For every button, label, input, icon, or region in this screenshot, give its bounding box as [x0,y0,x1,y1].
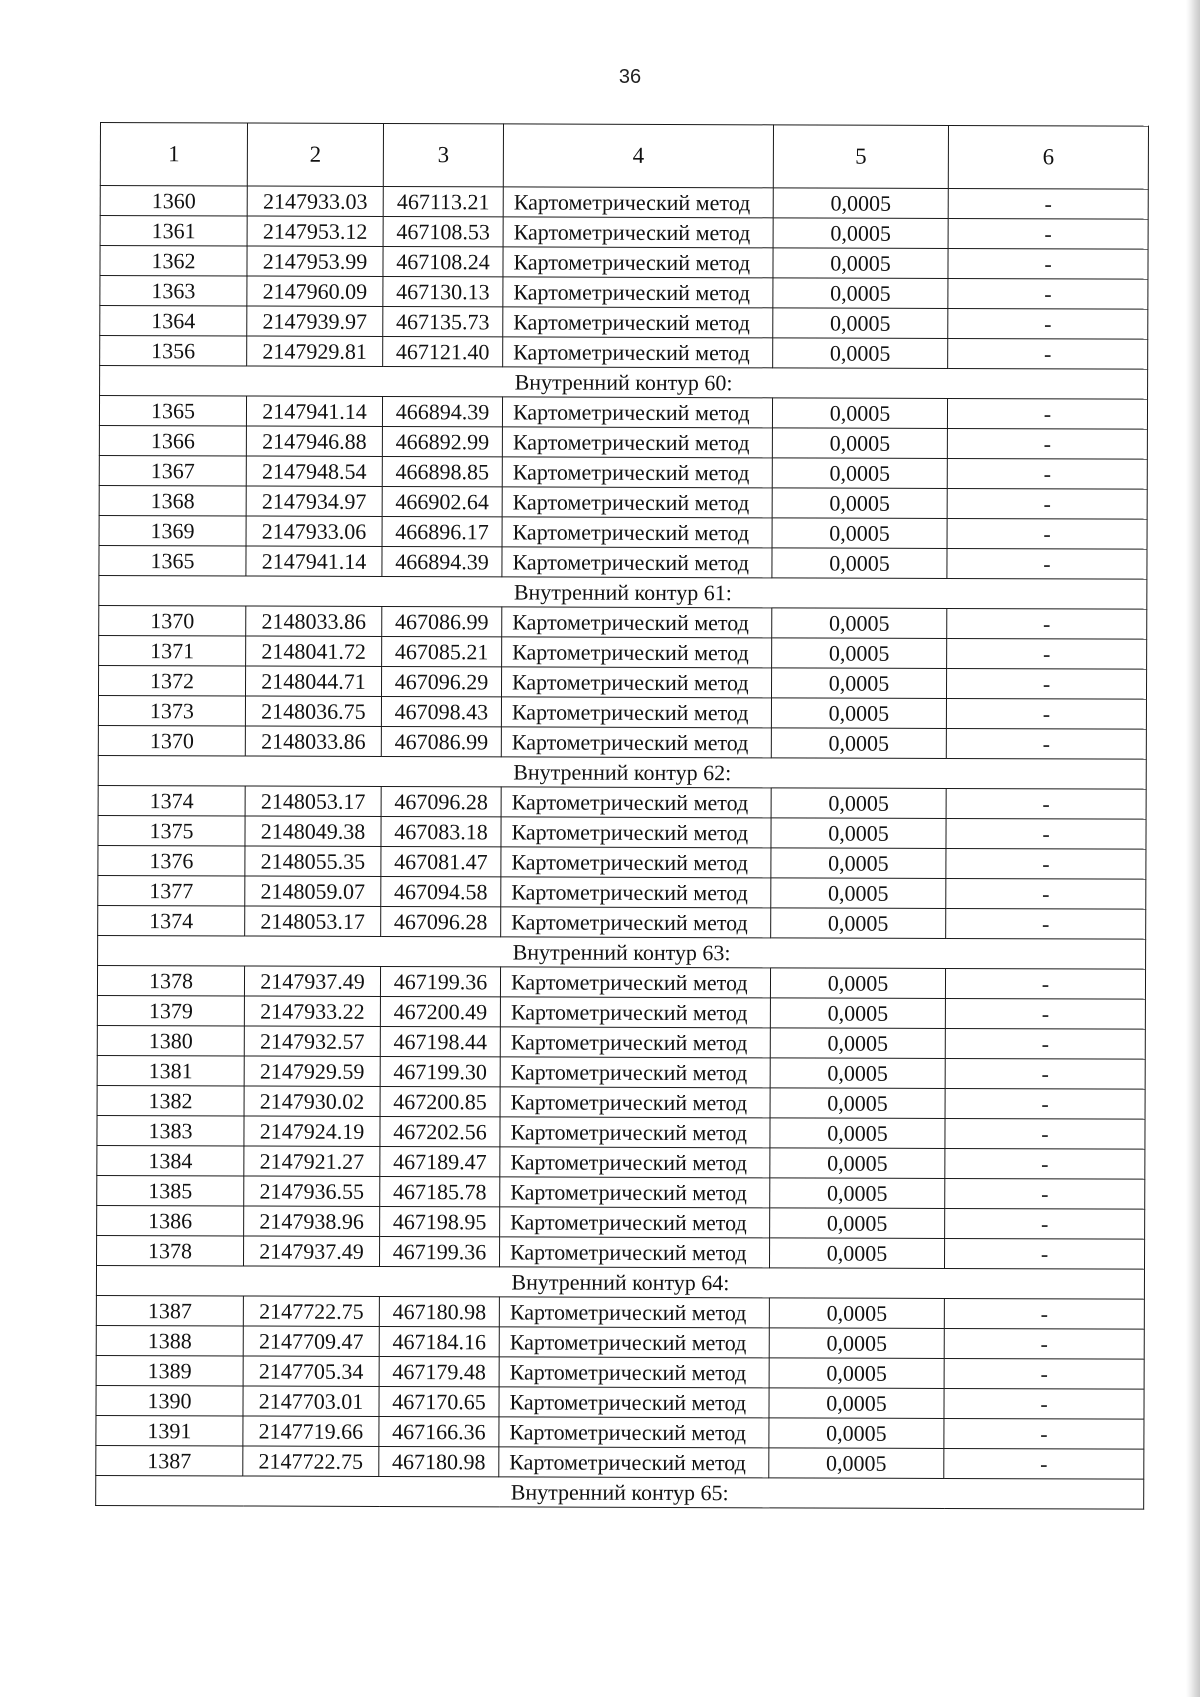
y-coordinate-cell: 467096.28 [381,906,501,936]
table-row [99,515,1147,549]
accuracy-cell: 0,0005 [771,728,946,759]
point-number-cell: 1370 [98,725,245,756]
note-cell: - [947,488,1147,519]
x-coordinate-cell: 2147946.88 [246,426,382,456]
point-number-cell: 1387 [96,1445,243,1476]
method-cell: Картометрический метод [503,277,773,308]
y-coordinate-cell: 467108.24 [383,246,503,276]
table-row [100,276,1148,310]
method-cell: Картометрический метод [499,1447,769,1478]
point-number-cell: 1375 [98,815,245,846]
method-cell: Картометрический метод [502,637,772,668]
x-coordinate-cell: 2147929.81 [247,336,383,366]
accuracy-cell: 0,0005 [770,1118,945,1149]
x-coordinate-cell: 2147938.96 [244,1206,380,1236]
accuracy-cell: 0,0005 [771,788,946,819]
accuracy-cell: 0,0005 [770,1208,945,1239]
note-cell: - [948,308,1148,339]
table-row [97,995,1145,1029]
note-cell: - [946,908,1146,939]
point-number-cell: 1380 [97,1025,244,1056]
y-coordinate-cell: 467130.13 [383,276,503,306]
note-cell: - [947,428,1147,459]
method-cell: Картометрический метод [501,877,771,908]
y-coordinate-cell: 467199.36 [380,1236,500,1266]
point-number-cell: 1387 [96,1295,243,1326]
point-number-cell: 1374 [98,905,245,936]
header-cell: 5 [773,125,948,189]
accuracy-cell: 0,0005 [770,1148,945,1179]
header-cell: 2 [247,123,383,186]
method-cell: Картометрический метод [501,847,771,878]
x-coordinate-cell: 2147948.54 [246,456,382,486]
y-coordinate-cell: 467166.36 [379,1416,499,1446]
method-cell: Картометрический метод [502,397,772,428]
point-number-cell: 1374 [98,785,245,816]
table-header-row [100,123,1148,190]
scan-edge-shadow [1186,0,1200,1697]
x-coordinate-cell: 2148059.07 [245,876,381,906]
method-cell: Картометрический метод [500,1177,770,1208]
note-cell: - [945,1058,1145,1089]
note-cell: - [945,1208,1145,1239]
section-title: Внутренний контур 63: [98,935,1146,969]
accuracy-cell: 0,0005 [773,338,948,369]
accuracy-cell: 0,0005 [771,848,946,879]
section-title: Внутренний контур 60: [100,366,1148,400]
x-coordinate-cell: 2147941.14 [246,546,382,576]
accuracy-cell: 0,0005 [769,1298,944,1329]
note-cell: - [946,728,1146,759]
accuracy-cell: 0,0005 [769,1328,944,1359]
note-cell: - [947,518,1147,549]
x-coordinate-cell: 2148055.35 [245,846,381,876]
section-row [100,366,1148,400]
y-coordinate-cell: 467094.58 [381,876,501,906]
note-cell: - [948,218,1148,249]
accuracy-cell: 0,0005 [769,1448,944,1479]
note-cell: - [946,788,1146,819]
accuracy-cell: 0,0005 [772,428,947,459]
point-number-cell: 1366 [99,425,246,456]
point-number-cell: 1391 [96,1415,243,1446]
point-number-cell: 1356 [100,336,247,367]
note-cell: - [947,638,1147,669]
method-cell: Картометрический метод [503,217,773,248]
y-coordinate-cell: 467202.56 [380,1116,500,1146]
note-cell: - [948,248,1148,279]
section-row [99,575,1147,609]
y-coordinate-cell: 466894.39 [382,396,502,426]
table-row [100,306,1148,340]
point-number-cell: 1363 [100,276,247,307]
note-cell: - [944,1418,1144,1449]
point-number-cell: 1367 [99,455,246,486]
note-cell: - [945,1118,1145,1149]
note-cell: - [945,998,1145,1029]
table-row [98,875,1146,909]
y-coordinate-cell: 467198.44 [380,1026,500,1056]
y-coordinate-cell: 467179.48 [379,1356,499,1386]
accuracy-cell: 0,0005 [772,458,947,489]
table-row [98,785,1146,819]
accuracy-cell: 0,0005 [770,1088,945,1119]
method-cell: Картометрический метод [499,1387,769,1418]
note-cell: - [945,1088,1145,1119]
note-cell: - [947,398,1147,429]
x-coordinate-cell: 2147722.75 [243,1446,379,1476]
accuracy-cell: 0,0005 [772,398,947,429]
note-cell: - [945,1178,1145,1209]
note-cell: - [948,188,1148,219]
method-cell: Картометрический метод [501,727,771,758]
table-row [97,1055,1145,1089]
table-row [98,665,1146,699]
header-cell: 6 [948,125,1148,189]
y-coordinate-cell: 466894.39 [382,546,502,576]
coordinates-table [95,122,1149,1510]
header-cell: 1 [100,123,247,187]
method-cell: Картометрический метод [503,307,773,338]
note-cell: - [946,878,1146,909]
method-cell: Картометрический метод [502,487,772,518]
table-row [96,1385,1144,1419]
x-coordinate-cell: 2147953.99 [247,246,383,276]
accuracy-cell: 0,0005 [770,1058,945,1089]
note-cell: - [947,458,1147,489]
accuracy-cell: 0,0005 [772,548,947,579]
accuracy-cell: 0,0005 [773,248,948,279]
y-coordinate-cell: 467199.30 [380,1056,500,1086]
x-coordinate-cell: 2147933.03 [247,186,383,216]
table-row [100,246,1148,280]
y-coordinate-cell: 467113.21 [383,186,503,216]
y-coordinate-cell: 467170.65 [379,1386,499,1416]
point-number-cell: 1370 [99,605,246,636]
accuracy-cell: 0,0005 [773,308,948,339]
y-coordinate-cell: 466902.64 [382,486,502,516]
y-coordinate-cell: 467121.40 [383,336,503,366]
table-row [99,485,1147,519]
note-cell: - [948,278,1148,309]
point-number-cell: 1381 [97,1055,244,1086]
y-coordinate-cell: 467185.78 [380,1176,500,1206]
x-coordinate-cell: 2147937.49 [244,966,380,996]
table-row [97,1025,1145,1059]
accuracy-cell: 0,0005 [772,488,947,519]
point-number-cell: 1390 [96,1385,243,1416]
x-coordinate-cell: 2147921.27 [244,1146,380,1176]
table-row [99,455,1147,489]
note-cell: - [945,1148,1145,1179]
accuracy-cell: 0,0005 [769,1388,944,1419]
method-cell: Картометрический метод [500,1057,770,1088]
section-row [96,1265,1144,1299]
point-number-cell: 1378 [97,965,244,996]
accuracy-cell: 0,0005 [772,608,947,639]
accuracy-cell: 0,0005 [769,1418,944,1449]
table-row [98,725,1146,759]
method-cell: Картометрический метод [501,907,771,938]
x-coordinate-cell: 2148041.72 [246,636,382,666]
point-number-cell: 1372 [98,665,245,696]
x-coordinate-cell: 2147960.09 [247,276,383,306]
x-coordinate-cell: 2147703.01 [243,1386,379,1416]
header-cell: 3 [383,123,503,186]
method-cell: Картометрический метод [502,607,772,638]
table-row [97,1235,1145,1269]
note-cell: - [946,698,1146,729]
x-coordinate-cell: 2148053.17 [245,906,381,936]
method-cell: Картометрический метод [501,697,771,728]
accuracy-cell: 0,0005 [773,188,948,219]
point-number-cell: 1377 [98,875,245,906]
point-number-cell: 1376 [98,845,245,876]
x-coordinate-cell: 2147932.57 [244,1026,380,1056]
table-row [97,1145,1145,1179]
method-cell: Картометрический метод [502,457,772,488]
accuracy-cell: 0,0005 [771,908,946,939]
accuracy-cell: 0,0005 [770,1028,945,1059]
method-cell: Картометрический метод [502,517,772,548]
x-coordinate-cell: 2147939.97 [247,306,383,336]
note-cell: - [946,848,1146,879]
accuracy-cell: 0,0005 [769,1358,944,1389]
x-coordinate-cell: 2147924.19 [244,1116,380,1146]
table-row [96,1445,1144,1479]
table-row [100,186,1148,220]
x-coordinate-cell: 2147933.22 [244,996,380,1026]
method-cell: Картометрический метод [499,1327,769,1358]
table-row [97,1175,1145,1209]
y-coordinate-cell: 467198.95 [380,1206,500,1236]
note-cell: - [944,1358,1144,1389]
y-coordinate-cell: 467200.85 [380,1086,500,1116]
note-cell: - [945,968,1145,999]
x-coordinate-cell: 2147936.55 [244,1176,380,1206]
section-title: Внутренний контур 61: [99,575,1147,609]
note-cell: - [946,818,1146,849]
accuracy-cell: 0,0005 [772,638,947,669]
section-row [96,1475,1144,1509]
point-number-cell: 1369 [99,515,246,546]
page-number: 36 [618,66,642,88]
point-number-cell: 1388 [96,1325,243,1356]
note-cell: - [946,668,1146,699]
note-cell: - [944,1328,1144,1359]
section-title: Внутренний контур 65: [96,1475,1144,1509]
x-coordinate-cell: 2147722.75 [243,1296,379,1326]
table-row [97,1115,1145,1149]
table-row [100,216,1148,250]
method-cell: Картометрический метод [500,1147,770,1178]
x-coordinate-cell: 2147705.34 [243,1356,379,1386]
y-coordinate-cell: 467180.98 [379,1446,499,1476]
x-coordinate-cell: 2147934.97 [246,486,382,516]
y-coordinate-cell: 466898.85 [382,456,502,486]
method-cell: Картометрический метод [503,187,773,218]
point-number-cell: 1364 [100,306,247,337]
method-cell: Картометрический метод [500,1207,770,1238]
method-cell: Картометрический метод [499,1357,769,1388]
y-coordinate-cell: 467081.47 [381,846,501,876]
method-cell: Картометрический метод [500,997,770,1028]
table-row [97,965,1145,999]
note-cell: - [945,1238,1145,1269]
table-body [96,123,1149,1510]
x-coordinate-cell: 2147933.06 [246,516,382,546]
point-number-cell: 1383 [97,1115,244,1146]
x-coordinate-cell: 2148044.71 [245,666,381,696]
accuracy-cell: 0,0005 [771,698,946,729]
header-cell: 4 [503,124,773,188]
y-coordinate-cell: 467098.43 [381,696,501,726]
table-row [98,695,1146,729]
point-number-cell: 1368 [99,485,246,516]
accuracy-cell: 0,0005 [770,998,945,1029]
method-cell: Картометрический метод [499,1417,769,1448]
y-coordinate-cell: 467085.21 [382,636,502,666]
x-coordinate-cell: 2148033.86 [245,726,381,756]
table-row [100,336,1148,370]
point-number-cell: 1389 [96,1355,243,1386]
x-coordinate-cell: 2147937.49 [244,1236,380,1266]
x-coordinate-cell: 2147719.66 [243,1416,379,1446]
point-number-cell: 1379 [97,995,244,1026]
method-cell: Картометрический метод [502,427,772,458]
section-row [98,935,1146,969]
method-cell: Картометрический метод [500,1117,770,1148]
point-number-cell: 1362 [100,246,247,277]
table-row [99,605,1147,639]
table-row [97,1205,1145,1239]
table-row [99,425,1147,459]
method-cell: Картометрический метод [499,1297,769,1328]
accuracy-cell: 0,0005 [773,278,948,309]
y-coordinate-cell: 467096.29 [381,666,501,696]
section-title: Внутренний контур 64: [96,1265,1144,1299]
method-cell: Картометрический метод [500,1237,770,1268]
section-row [98,755,1146,789]
method-cell: Картометрический метод [501,787,771,818]
point-number-cell: 1371 [99,635,246,666]
accuracy-cell: 0,0005 [771,668,946,699]
table-row [98,905,1146,939]
point-number-cell: 1365 [99,545,246,576]
accuracy-cell: 0,0005 [771,878,946,909]
y-coordinate-cell: 467086.99 [381,726,501,756]
table-row [96,1415,1144,1449]
accuracy-cell: 0,0005 [770,1238,945,1269]
note-cell: - [944,1298,1144,1329]
x-coordinate-cell: 2148036.75 [245,696,381,726]
note-cell: - [947,608,1147,639]
method-cell: Картометрический метод [502,547,772,578]
method-cell: Картометрический метод [503,337,773,368]
accuracy-cell: 0,0005 [770,1178,945,1209]
x-coordinate-cell: 2147929.59 [244,1056,380,1086]
point-number-cell: 1373 [98,695,245,726]
table-row [96,1295,1144,1329]
table-row [98,845,1146,879]
method-cell: Картометрический метод [501,667,771,698]
note-cell: - [944,1388,1144,1419]
section-title: Внутренний контур 62: [98,755,1146,789]
x-coordinate-cell: 2147941.14 [246,396,382,426]
note-cell: - [945,1028,1145,1059]
y-coordinate-cell: 467086.99 [382,606,502,636]
method-cell: Картометрический метод [500,1087,770,1118]
accuracy-cell: 0,0005 [770,968,945,999]
table-row [96,1355,1144,1389]
point-number-cell: 1386 [97,1205,244,1236]
accuracy-cell: 0,0005 [772,518,947,549]
y-coordinate-cell: 466892.99 [382,426,502,456]
y-coordinate-cell: 467199.36 [380,966,500,996]
method-cell: Картометрический метод [500,967,770,998]
y-coordinate-cell: 467096.28 [381,786,501,816]
x-coordinate-cell: 2148049.38 [245,816,381,846]
point-number-cell: 1385 [97,1175,244,1206]
y-coordinate-cell: 467135.73 [383,306,503,336]
y-coordinate-cell: 467184.16 [379,1326,499,1356]
method-cell: Картометрический метод [500,1027,770,1058]
y-coordinate-cell: 467189.47 [380,1146,500,1176]
x-coordinate-cell: 2147953.12 [247,216,383,246]
y-coordinate-cell: 467180.98 [379,1296,499,1326]
point-number-cell: 1378 [97,1235,244,1266]
method-cell: Картометрический метод [501,817,771,848]
point-number-cell: 1360 [100,186,247,217]
table-row [98,815,1146,849]
coordinates-table-container [95,122,1148,1510]
table-row [99,635,1147,669]
point-number-cell: 1384 [97,1145,244,1176]
table-row [99,396,1147,430]
point-number-cell: 1361 [100,216,247,247]
x-coordinate-cell: 2148033.86 [246,606,382,636]
y-coordinate-cell: 467083.18 [381,816,501,846]
x-coordinate-cell: 2147709.47 [243,1326,379,1356]
y-coordinate-cell: 467108.53 [383,216,503,246]
note-cell: - [944,1448,1144,1479]
y-coordinate-cell: 467200.49 [380,996,500,1026]
point-number-cell: 1365 [99,396,246,427]
x-coordinate-cell: 2148053.17 [245,786,381,816]
note-cell: - [947,548,1147,579]
table-row [97,1085,1145,1119]
table-row [99,545,1147,579]
note-cell: - [948,338,1148,369]
point-number-cell: 1382 [97,1085,244,1116]
table-row [96,1325,1144,1359]
x-coordinate-cell: 2147930.02 [244,1086,380,1116]
accuracy-cell: 0,0005 [771,818,946,849]
accuracy-cell: 0,0005 [773,218,948,249]
method-cell: Картометрический метод [503,247,773,278]
y-coordinate-cell: 466896.17 [382,516,502,546]
